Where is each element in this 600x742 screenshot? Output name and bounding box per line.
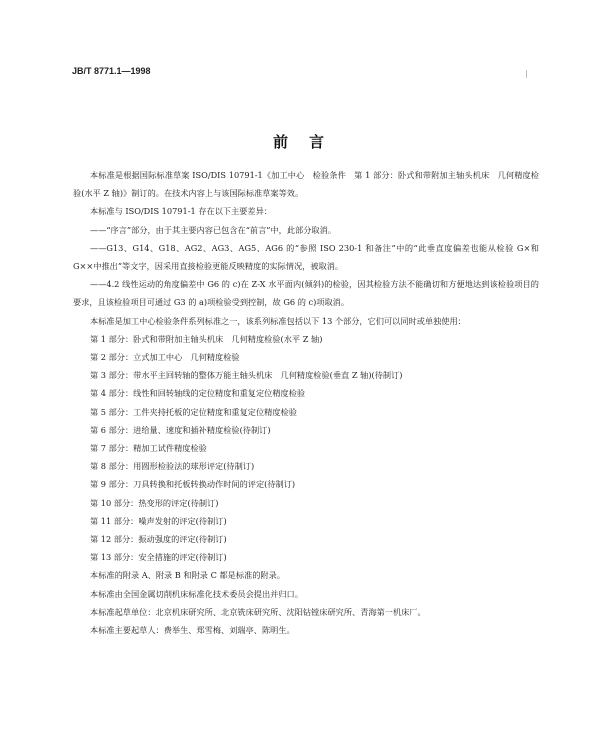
standard-code: JB/T 8771.1—1998 bbox=[72, 66, 151, 76]
part-list-item: 第 2 部分：立式加工中心 几何精度检验 bbox=[90, 352, 240, 363]
part-list-item: 第 5 部分：工件夹持托板的定位精度和重复定位精度检验 bbox=[90, 406, 297, 417]
part-list-item: 第 8 部分：用圆形检验法的球形评定(待制订) bbox=[90, 461, 255, 472]
part-list-item: 第 9 部分：刀具转换和托板转换动作时间的评定(待制订) bbox=[90, 479, 296, 490]
part-list-item: 第 6 部分：进给量、速度和插补精度检验(待制订) bbox=[90, 424, 271, 435]
page-mark bbox=[526, 70, 527, 78]
paragraph: ——4.2 线性运动的角度偏差中 G6 的 c)在 Z-X 水平面内(倾斜)的检验，因其检验方法不能确切和方便地达到该检验项目的要求，且该检验项目可通过 G3 的 a)项检验受到控制，故 G6 的 c)项取消。 bbox=[73, 279, 539, 308]
paragraph: 本标准是加工中心检验条件系列标准之一，该系列标准包括以下 13 个部分，它们可以同时或单独使用： bbox=[90, 315, 466, 326]
closing-paragraph: 本标准主要起草人：费举生、郑雪梅、刘瑞亭、陈明生。 bbox=[90, 625, 295, 636]
part-list-item: 第 3 部分：带水平主回转轴的整体万能主轴头机床 几何精度检验(垂直 Z 轴)(待制订) bbox=[90, 370, 403, 381]
part-list-item: 第 11 部分：噪声发射的评定(待制订) bbox=[90, 515, 227, 526]
closing-paragraph: 本标准由全国金属切削机床标准化技术委员会提出并归口。 bbox=[90, 588, 303, 599]
part-list-item: 第 4 部分：线性和回转轴线的定位精度和重复定位精度检验 bbox=[90, 388, 306, 399]
part-list-item: 第 1 部分：卧式和带附加主轴头机床 几何精度检验(水平 Z 轴) bbox=[90, 333, 323, 344]
paragraph: 本标准是根据国际标准草案 ISO/DIS 10791-1《加工中心 检验条件 第 1 部分：卧式和带附加主轴头机床 几何精度检验(水平 Z 轴)》制订的。在技术内容上与该国际标准草案等效。 bbox=[73, 170, 539, 199]
paragraph: ——“序言”部分，由于其主要内容已包含在“前言”中，此部分取消。 bbox=[90, 224, 336, 235]
page-title: 前 言 bbox=[272, 133, 327, 151]
part-list-item: 第 12 部分：振动强度的评定(待制订) bbox=[90, 534, 227, 545]
part-list-item: 第 10 部分：热变形的评定(待制订) bbox=[90, 497, 219, 508]
paragraph: ——G13、G14、G18、AG2、AG3、AG5、AG6 的“参照 ISO 230-1 和备注”中的“此垂直度偏差也能从检验 G×和 G××中推出”等文字，因采用直接检验更能反映精度的实际情况，被取消。 bbox=[73, 242, 539, 272]
part-list-item: 第 7 部分：精加工试件精度检验 bbox=[90, 443, 207, 454]
closing-paragraph: 本标准起草单位：北京机床研究所、北京铣床研究所、沈阳钻镗床研究所、青海第一机床厂。 bbox=[90, 606, 426, 617]
paragraph: 本标准与 ISO/DIS 10791-1 存在以下主要差异： bbox=[90, 206, 272, 217]
foreword-body bbox=[73, 166, 539, 639]
part-list-item: 第 13 部分：安全措施的评定(待制订) bbox=[90, 552, 227, 563]
closing-paragraph: 本标准的附录 A、附录 B 和附录 C 都是标准的附录。 bbox=[90, 570, 285, 581]
